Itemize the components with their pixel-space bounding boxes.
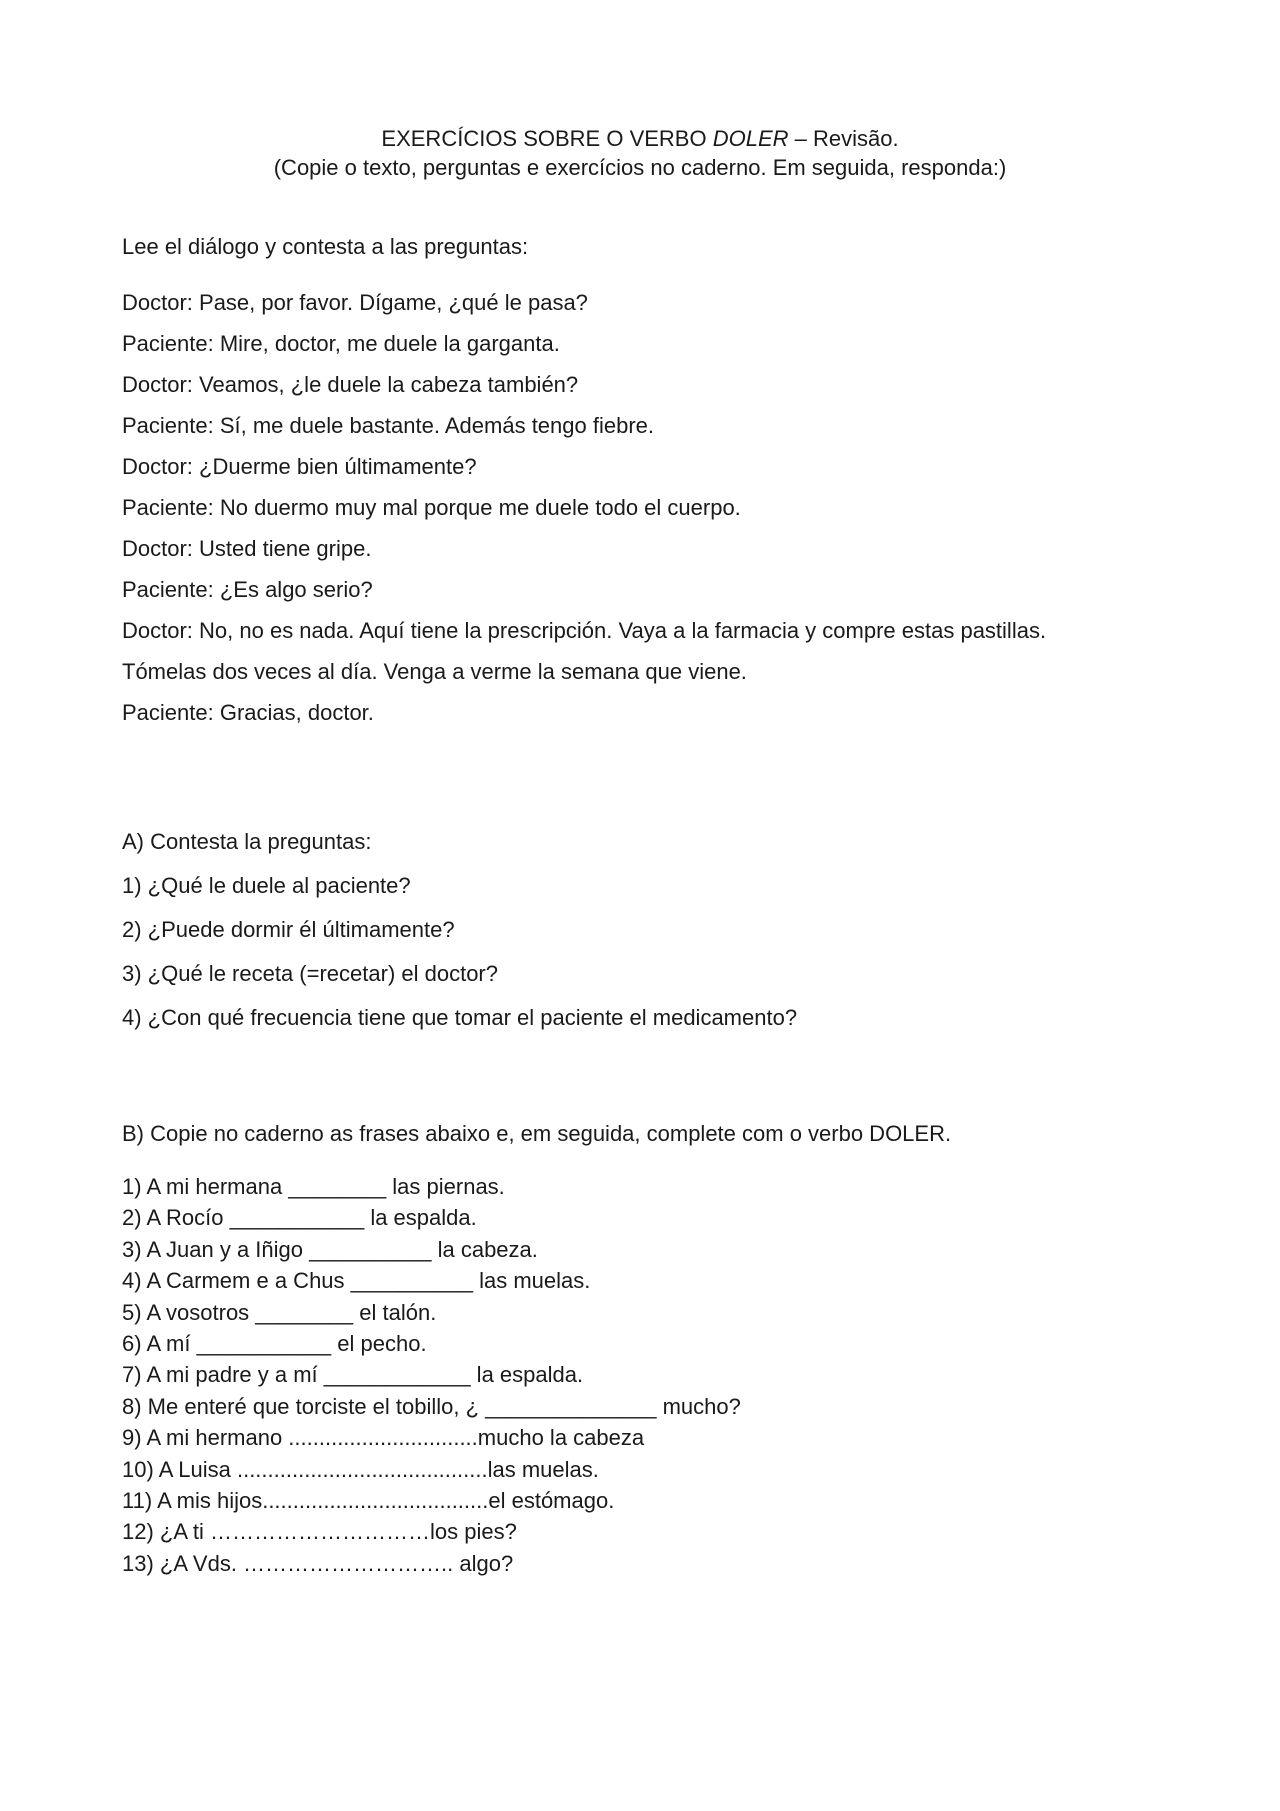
exercise-item: 11) A mis hijos.....................................el estómago. [122,1487,615,1513]
title-prefix: EXERCÍCIOS SOBRE O VERBO [381,126,713,151]
section-a-heading: A) Contesta la preguntas: [122,829,372,854]
exercise-item: 10) A Luisa .........................................las muelas. [122,1456,599,1482]
section-b [122,1171,1202,1579]
dialog-line: Doctor: ¿Duerme bien últimamente? [122,454,477,479]
dialog-line: Paciente: No duermo muy mal porque me duele todo el cuerpo. [122,495,741,520]
exercise-item: 12) ¿A ti …………………………los pies? [122,1519,517,1545]
question-item: 3) ¿Qué le receta (=recetar) el doctor? [122,961,498,986]
dialog-line: Doctor: No, no es nada. Aquí tiene la prescripción. Vaya a la farmacia y compre estas pastillas. [122,618,1047,643]
intro-text: Lee el diálogo y contesta a las preguntas: [122,234,529,259]
dialog-line: Paciente: Sí, me duele bastante. Además tengo fiebre. [122,413,655,438]
section-b-heading: B) Copie no caderno as frases abaixo e, em seguida, complete com o verbo DOLER. [122,1121,952,1146]
exercise-item: 6) A mí ___________ el pecho. [122,1330,427,1356]
question-item: 2) ¿Puede dormir él últimamente? [122,917,455,942]
question-item: 1) ¿Qué le duele al paciente? [122,873,411,898]
question-item: 4) ¿Con qué frecuencia tiene que tomar el paciente el medicamento? [122,1005,798,1030]
dialog-line: Paciente: Gracias, doctor. [122,700,374,725]
dialog-line: Paciente: Mire, doctor, me duele la garganta. [122,331,560,356]
document-instructions: (Copie o texto, perguntas e exercícios no caderno. Em seguida, responda:) [273,155,1007,180]
exercise-item: 5) A vosotros ________ el talón. [122,1299,437,1325]
document-title [0,124,1280,153]
dialog-line: Tómelas dos veces al día. Venga a verme la semana que viene. [122,659,747,684]
dialog-line: Doctor: Veamos, ¿le duele la cabeza también? [122,372,579,397]
exercise-item: 9) A mi hermano ...............................mucho la cabeza [122,1425,645,1451]
exercise-item: 1) A mi hermana ________ las piernas. [122,1174,505,1199]
exercise-item: 2) A Rocío ___________ la espalda. [122,1205,477,1231]
section-a [122,820,1202,1040]
document-header [0,124,1280,182]
title-verb: DOLER [712,126,789,151]
dialog-line: Doctor: Usted tiene gripe. [122,536,372,561]
exercise-item: 13) ¿A Vds. ……………………….. algo? [122,1550,514,1576]
exercise-item: 7) A mi padre y a mí ____________ la espalda. [122,1362,584,1388]
exercise-item: 4) A Carmem e a Chus __________ las muelas. [122,1268,591,1294]
exercise-item: 8) Me enteré que torciste el tobillo, ¿ ______________ mucho? [122,1393,741,1419]
title-suffix: – Revisão. [788,126,899,151]
dialog-line: Doctor: Pase, por favor. Dígame, ¿qué le pasa? [122,290,588,315]
dialog-block [122,282,1202,733]
dialog-line: Paciente: ¿Es algo serio? [122,577,373,602]
exercise-item: 3) A Juan y a Iñigo __________ la cabeza. [122,1236,538,1262]
